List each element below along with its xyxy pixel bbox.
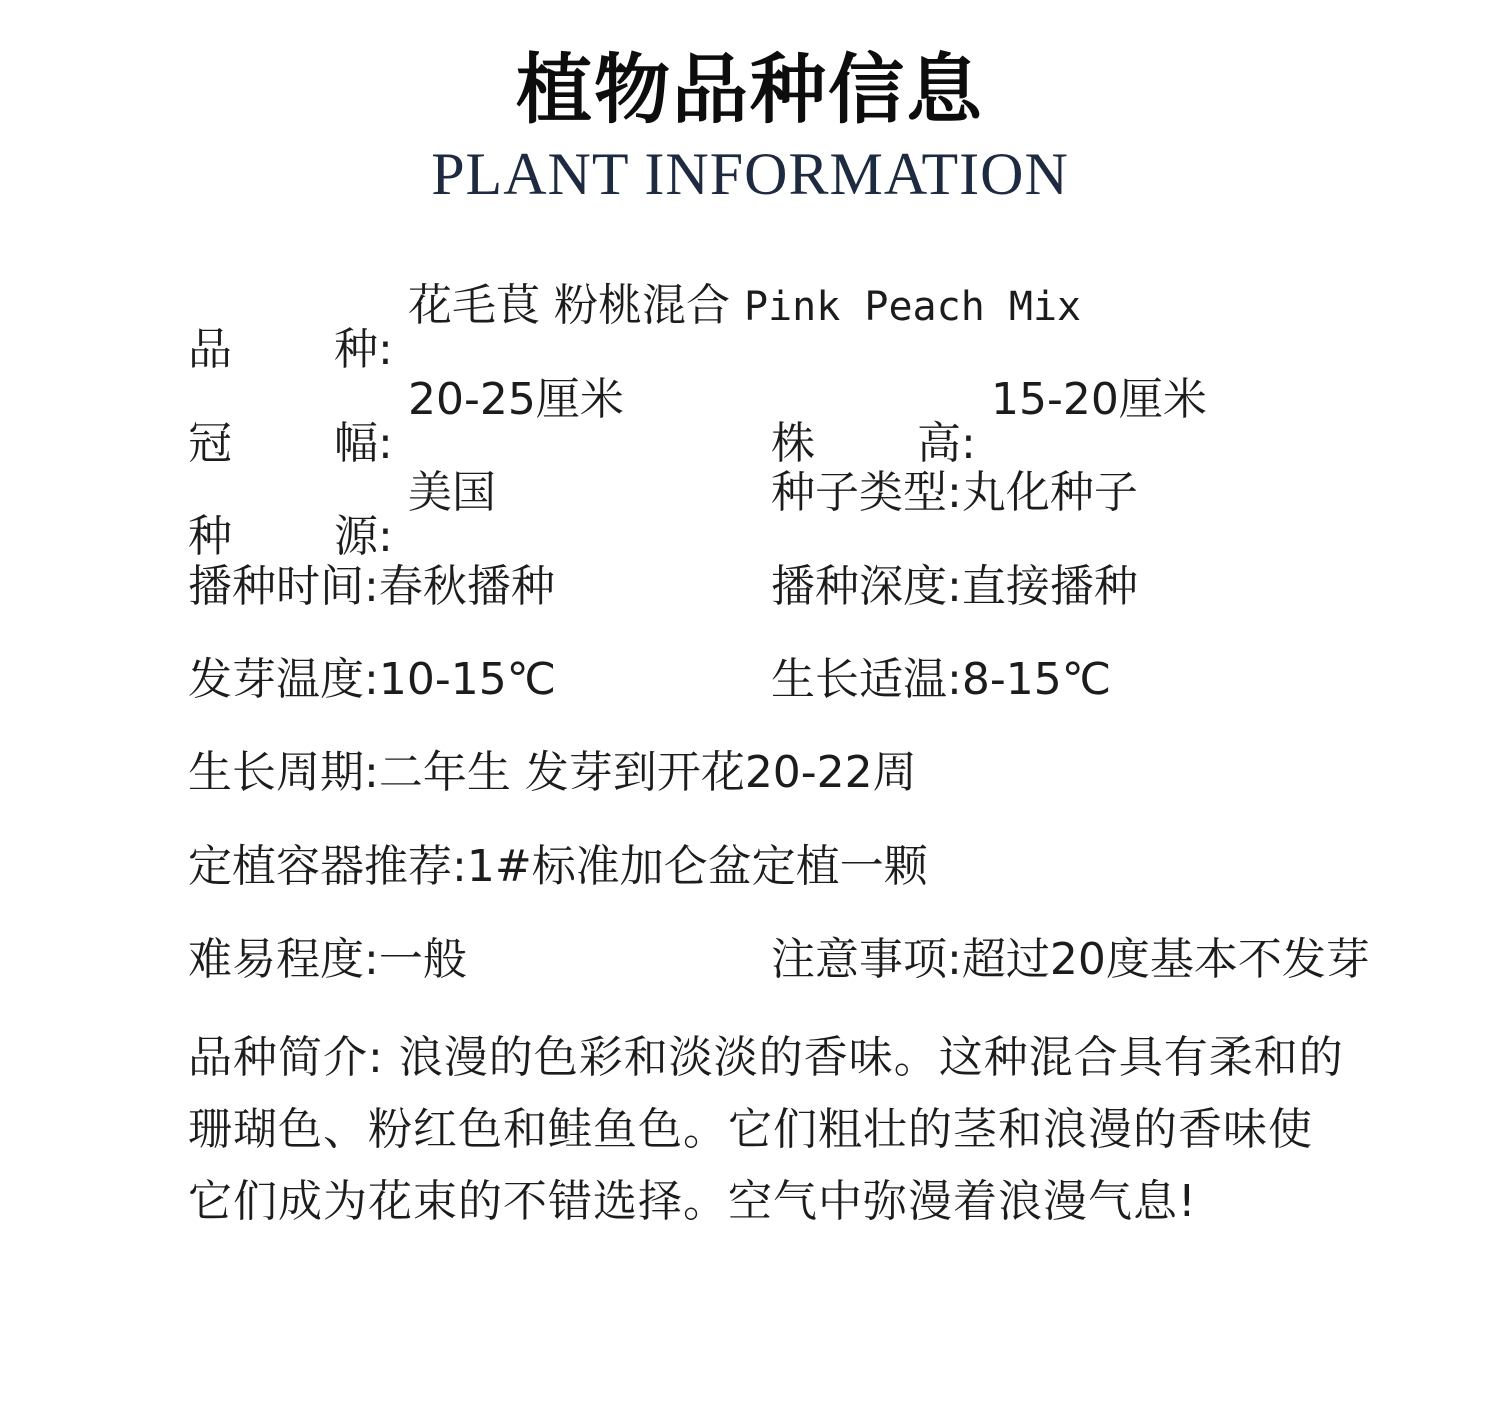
description-text: 浪漫的色彩和淡淡的香味。这种混合具有柔和的珊瑚色、粉红色和鲑鱼色。它们粗壮的茎和浪漫的香味使它们成为花束的不错选择。空气中弥漫着浪漫气息! — [188, 1032, 1344, 1227]
germ-temp-value: 10-15℃ — [378, 654, 557, 705]
field-crown — [188, 370, 624, 469]
notes-value: 超过20度基本不发芽 — [961, 934, 1370, 985]
height-label-1: 株 — [771, 418, 815, 469]
origin-label-1: 种 — [188, 511, 232, 562]
notes-label: 注意事项: — [771, 934, 962, 985]
cycle-value: 二年生 发芽到开花20-22周 — [378, 747, 917, 798]
field-variety — [188, 276, 1082, 375]
variety-value-en: Pink Peach Mix — [743, 284, 1082, 330]
origin-label-2: 源: — [334, 511, 393, 562]
field-sow-time — [188, 557, 555, 617]
page-subtitle: PLANT INFORMATION — [431, 141, 1069, 207]
height-value: 15-20厘米 — [991, 374, 1207, 425]
field-germ-temp — [188, 650, 556, 710]
seed-type-value: 丸化种子 — [961, 467, 1138, 518]
difficulty-value: 一般 — [378, 934, 467, 985]
crown-label-2: 幅: — [334, 418, 393, 469]
variety-description — [188, 1022, 1348, 1238]
crown-label-1: 冠 — [188, 418, 232, 469]
field-sow-depth — [771, 557, 1138, 617]
cycle-label: 生长周期: — [188, 747, 379, 798]
crown-value: 20-25厘米 — [408, 374, 624, 425]
field-notes — [771, 930, 1370, 990]
sow-time-label: 播种时间: — [188, 561, 379, 612]
page-title: 植物品种信息 — [516, 45, 984, 134]
field-cycle — [188, 743, 917, 803]
field-grow-temp — [771, 650, 1111, 710]
difficulty-label: 难易程度: — [188, 934, 379, 985]
height-label-2: 高: — [917, 418, 976, 469]
container-label: 定植容器推荐: — [188, 841, 467, 892]
grow-temp-label: 生长适温: — [771, 654, 962, 705]
germ-temp-label: 发芽温度: — [188, 654, 379, 705]
field-height — [771, 370, 1207, 469]
grow-temp-value: 8-15℃ — [961, 654, 1112, 705]
sow-depth-label: 播种深度: — [771, 561, 962, 612]
sow-depth-value: 直接播种 — [961, 561, 1138, 612]
field-seed-type — [771, 463, 1138, 523]
field-difficulty — [188, 930, 467, 990]
sow-time-value: 春秋播种 — [378, 561, 555, 612]
variety-label-1: 品 — [188, 324, 232, 375]
variety-value-cn: 花毛茛 粉桃混合 — [408, 280, 744, 331]
variety-label-2: 种: — [334, 324, 393, 375]
description-label: 品种简介: — [188, 1032, 399, 1083]
container-value: 1#标准加仑盆定植一颗 — [466, 841, 928, 892]
field-container — [188, 837, 928, 897]
origin-value: 美国 — [408, 467, 496, 518]
seed-type-label: 种子类型: — [771, 467, 962, 518]
field-origin — [188, 463, 496, 562]
